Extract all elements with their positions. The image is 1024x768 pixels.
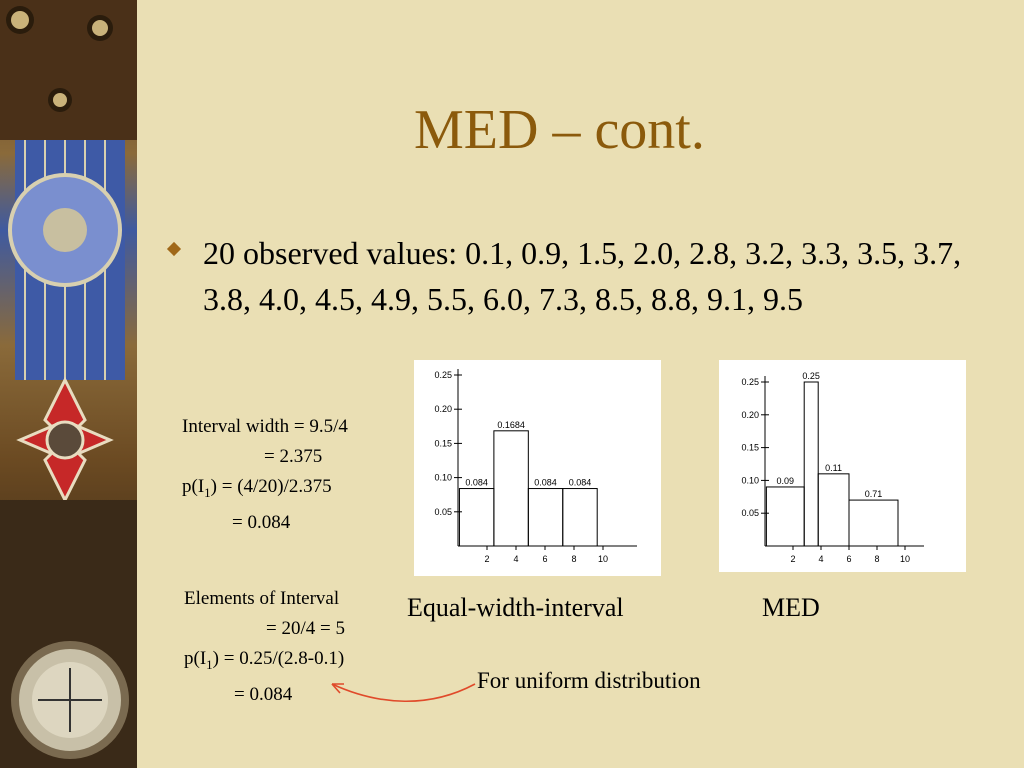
caption-med: MED xyxy=(762,593,820,622)
histogram-bar xyxy=(563,489,597,546)
x-tick-label: 4 xyxy=(818,554,824,564)
bar-label: 0.084 xyxy=(568,477,592,488)
x-tick-label: 8 xyxy=(874,554,880,564)
slide-title: MED – cont. xyxy=(414,99,705,161)
bar-label: 0.1684 xyxy=(497,419,525,430)
y-tick-label: 0.25 xyxy=(741,377,759,387)
block1-line2: = 2.375 xyxy=(264,446,323,467)
decorative-sidebar-image xyxy=(0,0,137,768)
interval-width-block xyxy=(182,412,348,538)
y-tick-label: 0.10 xyxy=(741,475,759,486)
bullet-text: 20 observed values: 0.1, 0.9, 1.5, 2.0, 2.8, 3.2, 3.3, 3.5, 3.7, 3.8, 4.0, 4.5, 4.9, 5.5, 6.0, 7.3, 8.5, 8.8, 9.1, 9.5 xyxy=(203,235,962,317)
histogram-bar xyxy=(459,489,493,546)
y-tick-label: 0.10 xyxy=(434,472,452,483)
y-tick-label: 0.20 xyxy=(434,404,452,415)
block2-line4: = 0.084 xyxy=(234,683,293,705)
y-tick-label: 0.25 xyxy=(434,370,452,380)
block2-line3: $p(I_1) = 0.25/(2.8-0.1)$ xyxy=(184,648,345,672)
x-tick-label: 10 xyxy=(899,554,911,564)
y-tick-label: 0.20 xyxy=(741,409,759,420)
block2-line2: = 20/4 = 5 xyxy=(266,618,345,639)
bar-label: 0.25 xyxy=(802,371,820,381)
med-histogram-svg xyxy=(719,360,966,572)
uniform-note: For uniform distribution xyxy=(477,668,701,693)
block1-line4: = 0.084 xyxy=(232,511,291,533)
diamond-bullet-icon xyxy=(167,242,181,256)
histogram-bar xyxy=(849,500,898,546)
block1-line3: $p(I_1) = (4/20)/2.375$ xyxy=(182,476,332,500)
equal-width-histogram-svg xyxy=(414,360,661,576)
med-histogram xyxy=(719,360,966,572)
histogram-bar xyxy=(818,474,849,546)
x-tick-label: 2 xyxy=(790,554,796,564)
red-curved-arrow xyxy=(320,672,480,708)
y-tick-label: 0.15 xyxy=(741,442,759,453)
bar-label: 0.71 xyxy=(864,489,883,500)
y-tick-label: 0.15 xyxy=(434,438,452,449)
bar-label: 0.084 xyxy=(534,477,557,488)
histogram-bar xyxy=(766,487,804,546)
block2-line1: Elements of Interval xyxy=(184,588,340,609)
x-tick-label: 6 xyxy=(846,554,852,564)
bar-label: 0.084 xyxy=(465,477,488,488)
bar-label: 0.09 xyxy=(776,475,795,486)
x-tick-label: 4 xyxy=(513,554,519,564)
bar-label: 0.11 xyxy=(825,462,843,473)
medal-collage-image xyxy=(0,0,137,768)
y-tick-label: 0.05 xyxy=(434,506,452,517)
x-tick-label: 2 xyxy=(484,554,490,564)
equal-width-histogram xyxy=(414,360,661,576)
histogram-bar xyxy=(528,489,562,546)
x-tick-label: 8 xyxy=(571,554,577,564)
x-tick-label: 6 xyxy=(542,554,548,564)
y-tick-label: 0.05 xyxy=(741,508,759,519)
caption-equal-width: Equal-width-interval xyxy=(407,593,624,622)
block1-line1: Interval width = 9.5/4 xyxy=(182,416,348,437)
histogram-bar xyxy=(494,431,528,546)
histogram-bar xyxy=(804,382,818,546)
x-tick-label: 10 xyxy=(597,554,609,564)
